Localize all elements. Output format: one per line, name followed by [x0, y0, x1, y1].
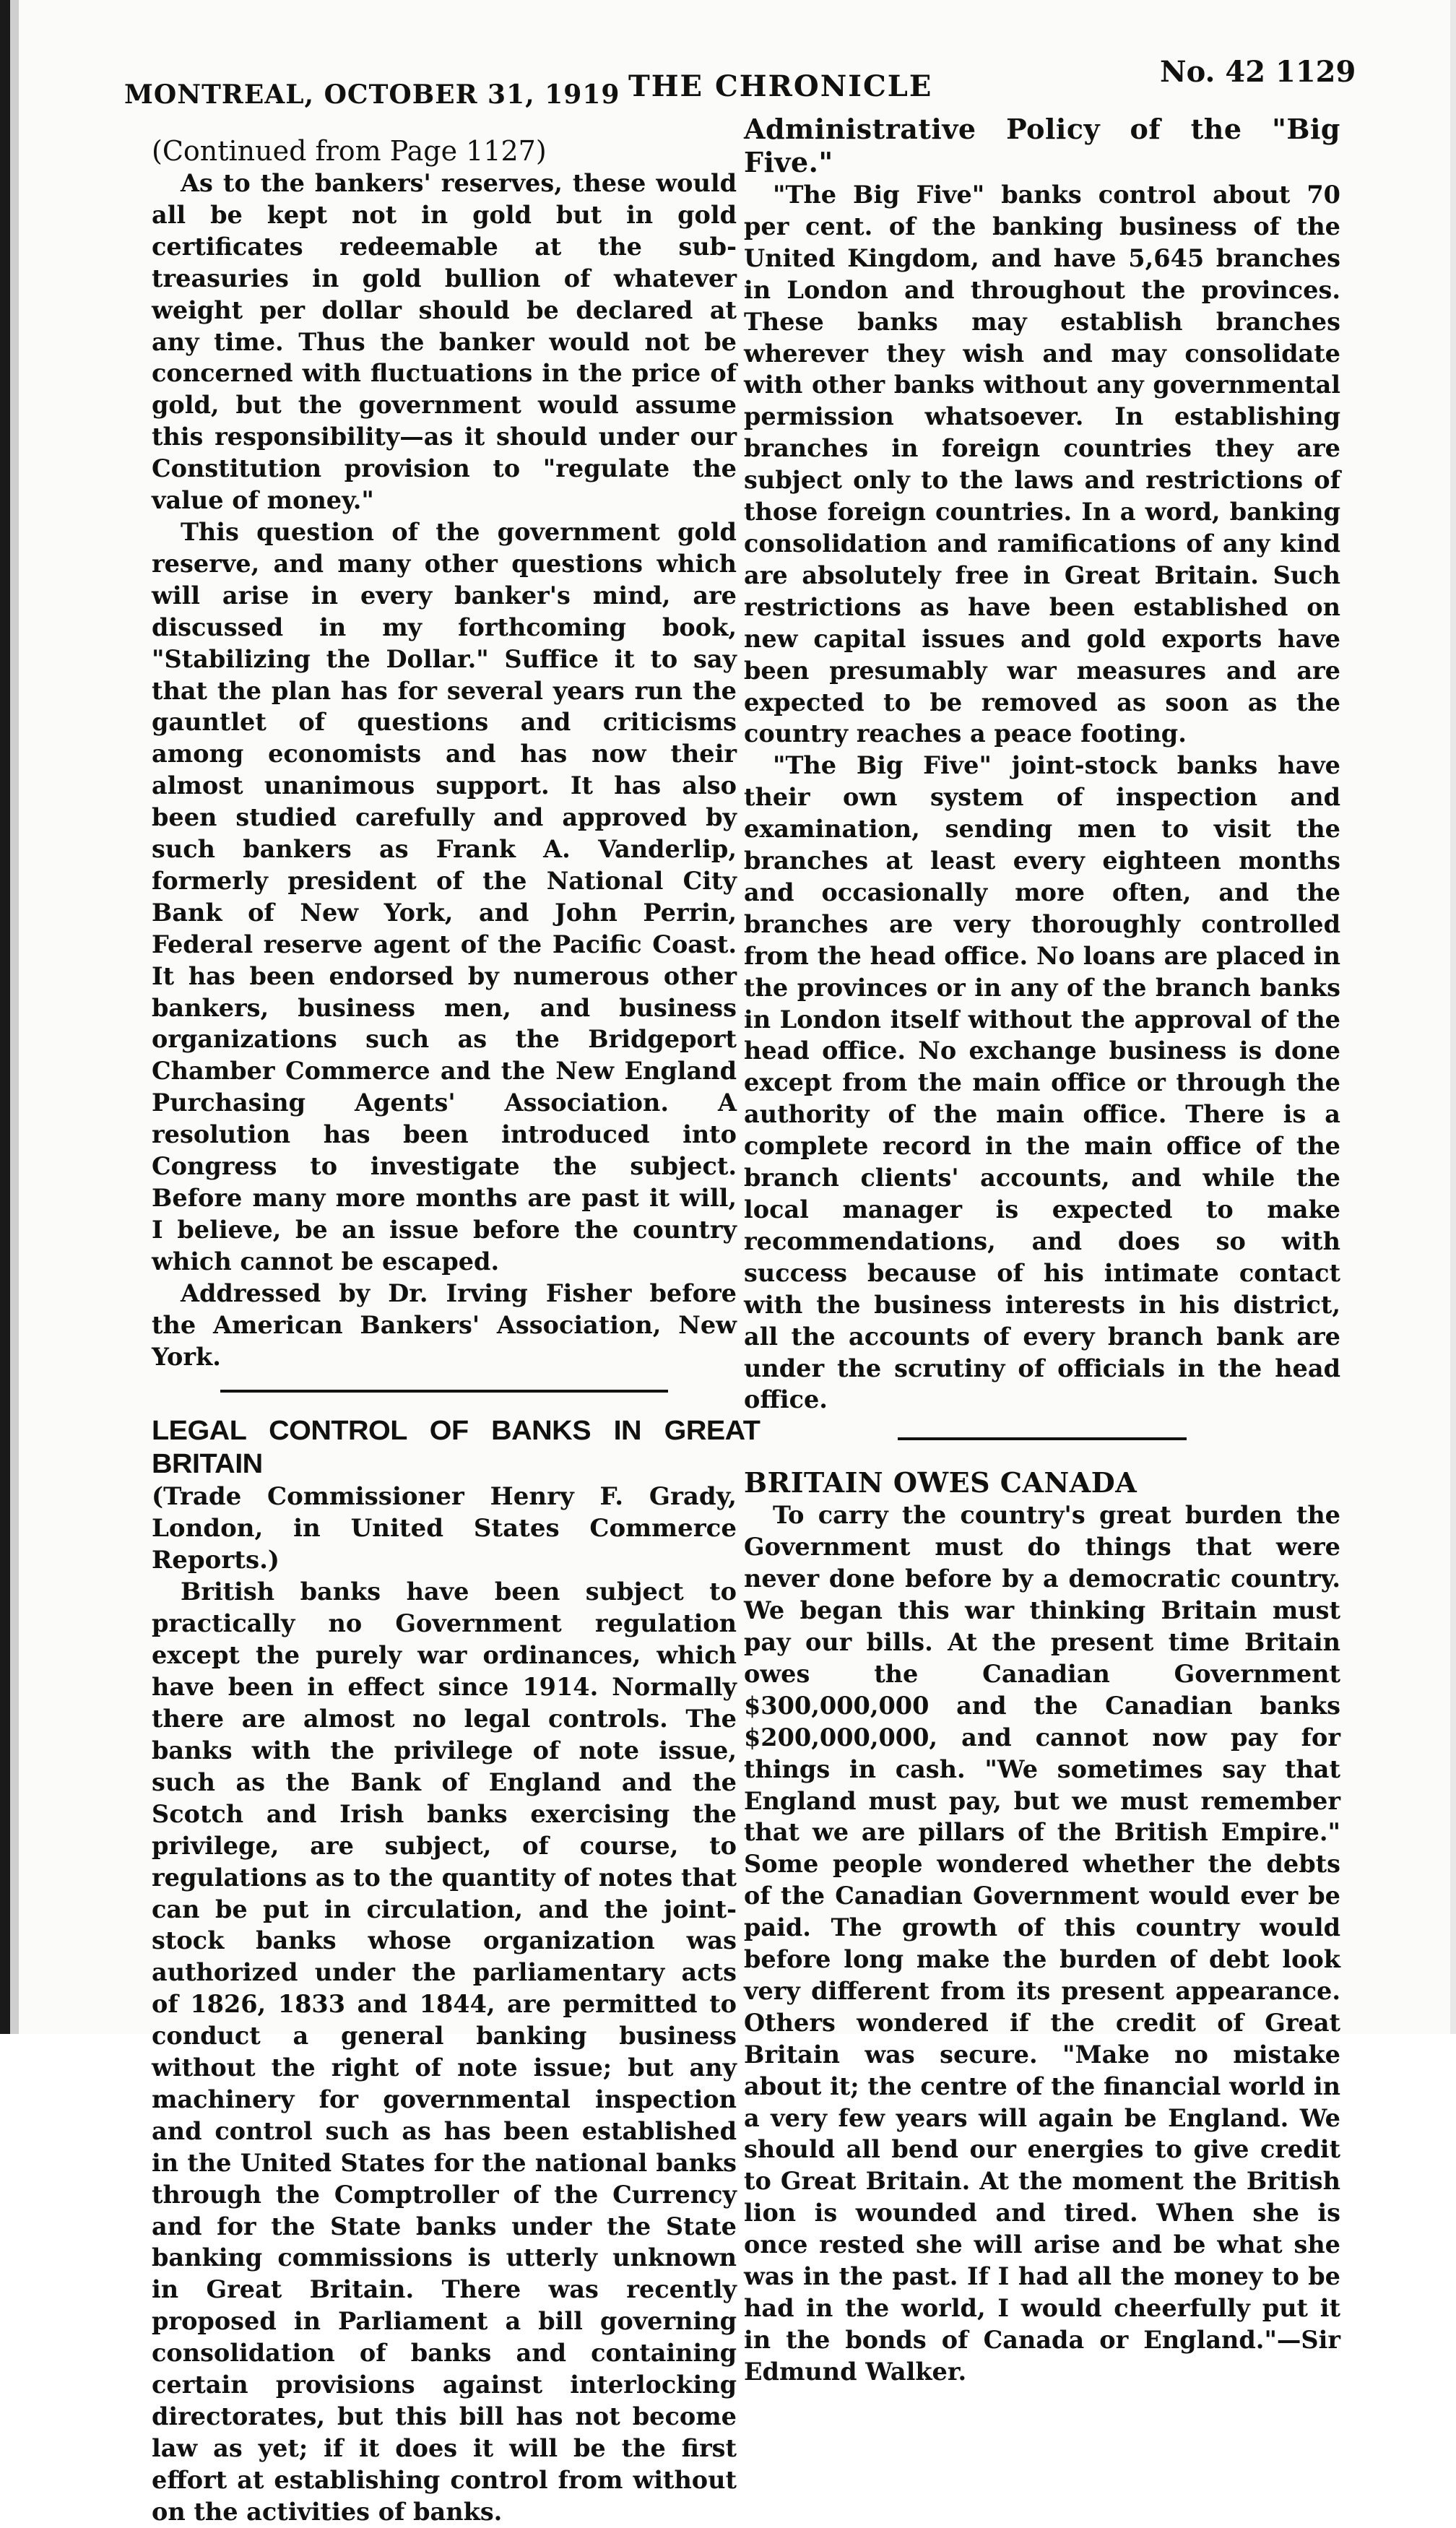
- header-issue-page: No. 42 1129: [1160, 55, 1356, 89]
- article-paragraph: As to the bankers' reserves, these would all be kept not in gold but in gold certificates redeemable at the sub-treasuries in gold bullion of whatever weight per dollar should be declared at any time. Thus the banker would not be concerned with fluctuations in the price of gold, but the government would assume this responsibility—as it should under our Constitution provision to "regulate the value of money.": [152, 169, 737, 515]
- article-title: BRITAIN OWES CANADA: [744, 1466, 1138, 1499]
- continued-note: (Continued from Page 1127): [152, 135, 547, 167]
- article-paragraph: British banks have been subject to practically no Government regulation except the purely war ordinances, which have been in effect since 1914. Normally there are almost no legal controls. The banks with the privilege of note issue, such as the Bank of England and the Scotch and Irish banks exercising the privilege, are subject, of course, to regulations as to the quantity of notes that can be put in circulation, and the joint-stock banks whose organization was authorized under the parliamentary acts of 1826, 1833 and 1844, are permitted to conduct a general banking business without the right of note issue; but any machinery for governmental inspection and control such as has been established in the United States for the national banks through the Comptroller of the Currency and for the State banks under the State banking commissions is utterly unknown in Great Britain. There was recently proposed in Parliament a bill governing consolidation of banks and containing certain provisions against interlocking directorates, but this bill has not become law as yet; if it does it will be the first effort at establishing control from without on the activities of banks.: [152, 1577, 737, 2526]
- attribution: Addressed by Dr. Irving Fisher before the American Bankers' Association, New York.: [152, 1278, 737, 1371]
- header-dateline: MONTREAL, OCTOBER 31, 1919: [124, 79, 620, 110]
- section-divider: [898, 1437, 1187, 1440]
- section-heading: Administrative Policy of the "Big Five.": [744, 113, 1340, 178]
- article-paragraph: "The Big Five" banks control about 70 per cent. of the banking business of the United Kingdom, and have 5,645 branches in London and throughout the provinces. These banks may establish branches wherever they wish and may consolidate with other banks without any governmental permission whatsoever. In establishing branches in foreign countries they are subject only to the laws and restrictions of those foreign countries. In a word, banking consolidation and ramifications of any kind are absolutely free in Great Britain. Such restrictions as have been established on new capital issues and gold exports have been presumably war measures and are expected to be removed as soon as the country reaches a peace footing.: [744, 181, 1340, 748]
- article-paragraph: To carry the country's great burden the Government must do things that were never done before by a democratic country. We began this war thinking Britain must pay our bills. At the present time Britain owes the Canadian Government $300,000,000 and the Canadian banks $200,000,000, and cannot now pay for things in cash. "We sometimes say that England must pay, but we must remember that we are pillars of the British Empire." Some people wondered whether the debts of the Canadian Government would ever be paid. The growth of this country would before long make the burden of debt look very different from its present appearance. Others wondered if the credit of Great Britain was secure. "Make no mistake about it; the centre of the financial world in a very few years will again be England. We should all bend our energies to give credit to Great Britain. At the moment the British lion is wounded and tired. When she is once rested she will arise and be what she was in the past. If I had all the money to be had in the world, I would cheerfully put it in the bonds of Canada or England."—Sir Edmund Walker.: [744, 1501, 1340, 2386]
- article-paragraph: "The Big Five" joint-stock banks have their own system of inspection and examination, sending men to visit the branches at least every eighteen months and occasionally more often, and the branches are very thoroughly controlled from the head office. No loans are placed in the provinces or in any of the branch banks in London itself without the approval of the head office. No exchange business is done except from the main office or through the authority of the main office. There is a complete record in the main office of the branch clients' accounts, and while the local manager is expected to make recommendations, and does so with success because of his intimate contact with the business interests in his district, all the accounts of every branch bank are under the scrutiny of officials in the head office.: [744, 751, 1340, 1414]
- left-column: [152, 134, 760, 2528]
- page-edge: [1450, 0, 1456, 2034]
- section-divider: [220, 1390, 668, 1393]
- article-subtitle: (Trade Commissioner Henry F. Grady, London, in United States Commerce Reports.): [152, 1482, 737, 1575]
- right-column: [744, 113, 1340, 2388]
- binding-edge: [0, 0, 19, 2034]
- article-paragraph: This question of the government gold reserve, and many other questions which will arise in every banker's mind, are discussed in my forthcoming book, "Stabilizing the Dollar." Suffice it to say that the plan has for several years run the gauntlet of questions and criticisms among economists and has now their almost unanimous support. It has also been studied carefully and approved by such bankers as Frank A. Vanderlip, formerly president of the National City Bank of New York, and John Perrin, Federal reserve agent of the Pacific Coast. It has been endorsed by numerous other bankers, business men, and business organizations such as the Bridgeport Chamber Commerce and the New England Purchasing Agents' Association. A resolution has been introduced into Congress to investigate the subject. Before many more months are past it will, I believe, be an issue before the country which cannot be escaped.: [152, 517, 737, 1276]
- header-masthead: THE CHRONICLE: [628, 69, 933, 103]
- article-title: LEGAL CONTROL OF BANKS IN GREAT BRITAIN: [152, 1416, 760, 1480]
